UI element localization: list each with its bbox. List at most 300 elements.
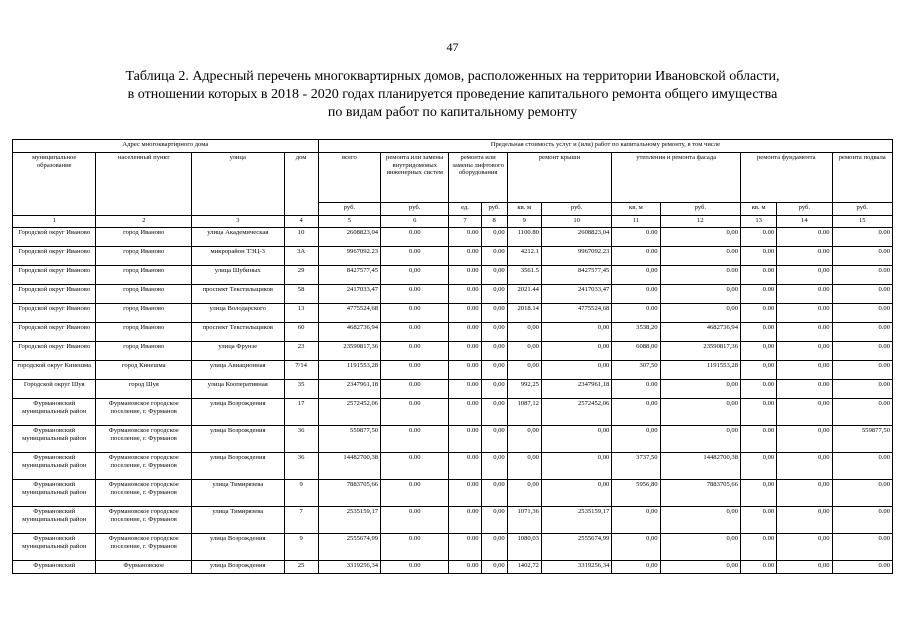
street-cell: улица Тимирязева: [191, 507, 284, 534]
unit-cell: кв. м: [507, 203, 541, 216]
table-row: [13, 342, 893, 361]
facade-area-cell: 0.00: [612, 380, 660, 399]
elevator-cost-cell: 0,00: [481, 361, 507, 380]
basement-cost-cell: 0.00: [832, 228, 893, 247]
elevator-header: ремонта или замены лифтового оборудования: [449, 153, 507, 203]
foundation-area-cell: 0.00: [741, 507, 777, 534]
foundation-area-cell: 0,00: [741, 480, 777, 507]
roof-cost-cell: 2347961,18: [541, 380, 611, 399]
house-cell: 7/14: [284, 361, 318, 380]
roof-cost-cell: 2555674,99: [541, 534, 611, 561]
municipality-cell: Городской округ Иваново: [13, 285, 96, 304]
total-cell: 23590817,36: [318, 342, 380, 361]
address-group-header: Адрес многоквартирного дома: [13, 140, 319, 153]
roof-area-cell: 1100.80: [507, 228, 541, 247]
elevator-cost-cell: 0,00: [481, 534, 507, 561]
elevator-units-cell: 0.00: [449, 507, 481, 534]
house-cell: 60: [284, 323, 318, 342]
foundation-cost-cell: 0.00: [777, 304, 832, 323]
elevator-cost-cell: 0.00: [481, 247, 507, 266]
roof-area-cell: 0,00: [507, 453, 541, 480]
elevator-cost-cell: 0,00: [481, 453, 507, 480]
roof-area-cell: 1402,72: [507, 561, 541, 574]
foundation-area-cell: 0.00: [741, 380, 777, 399]
elevator-cost-cell: 0,00: [481, 399, 507, 426]
house-cell: 3А: [284, 247, 318, 266]
street-cell: проспект Текстильщиков: [191, 323, 284, 342]
unit-cell: кв. м: [741, 203, 777, 216]
foundation-area-cell: 0.00: [741, 285, 777, 304]
facade-area-cell: 0.00: [612, 228, 660, 247]
street-cell: проспект Текстильщиков: [191, 285, 284, 304]
roof-cost-cell: 2608823,04: [541, 228, 611, 247]
street-cell: улица Возрождения: [191, 561, 284, 574]
foundation-cost-cell: 0,00: [777, 266, 832, 285]
elevator-units-cell: 0.00: [449, 285, 481, 304]
roof-cost-cell: 2572452,06: [541, 399, 611, 426]
roof-area-cell: 0,00: [507, 361, 541, 380]
house-cell: 10: [284, 228, 318, 247]
facade-area-cell: 0,00: [612, 561, 660, 574]
house-cell: 58: [284, 285, 318, 304]
foundation-cost-cell: 0.00: [777, 380, 832, 399]
elevator-cost-cell: 0,00: [481, 228, 507, 247]
street-cell: улица Возрождения: [191, 426, 284, 453]
roof-area-cell: 0,00: [507, 426, 541, 453]
facade-area-cell: 0,00: [612, 399, 660, 426]
roof-area-cell: 2018.14: [507, 304, 541, 323]
facade-area-cell: 0,00: [612, 507, 660, 534]
roof-cost-cell: 2535159,17: [541, 507, 611, 534]
settlement-cell: город Иваново: [96, 247, 192, 266]
municipality-cell: Городской округ Иваново: [13, 247, 96, 266]
engineering-cell: 0.00: [381, 453, 449, 480]
house-header: дом: [284, 153, 318, 216]
foundation-cost-cell: 0,00: [777, 561, 832, 574]
foundation-area-cell: 0,00: [741, 342, 777, 361]
foundation-header: ремонта фундамента: [741, 153, 832, 203]
foundation-area-cell: 0.00: [741, 304, 777, 323]
facade-area-cell: 0.00: [612, 247, 660, 266]
roof-cost-cell: 4775524,68: [541, 304, 611, 323]
total-cell: 2347961,18: [318, 380, 380, 399]
municipality-cell: Фурмановский муниципальный район: [13, 534, 96, 561]
facade-area-cell: 6088,00: [612, 342, 660, 361]
street-cell: улица Фрунзе: [191, 342, 284, 361]
foundation-cost-cell: 0,00: [777, 361, 832, 380]
title-line: Таблица 2. Адресный перечень многоквартирных домов, расположенных на территории Ивановской области,: [125, 69, 780, 84]
roof-area-cell: 0,00: [507, 480, 541, 507]
settlement-cell: город Иваново: [96, 342, 192, 361]
column-number: 4: [284, 216, 318, 228]
elevator-units-cell: 0.00: [449, 266, 481, 285]
table-body: [13, 228, 893, 574]
street-cell: улица Авиационная: [191, 361, 284, 380]
unit-cell: ед.: [449, 203, 481, 216]
facade-cost-cell: 4682736,94: [660, 323, 740, 342]
roof-area-cell: 0,00: [507, 323, 541, 342]
roof-cost-cell: 0,00: [541, 480, 611, 507]
elevator-cost-cell: 0,00: [481, 266, 507, 285]
basement-cost-cell: 0.00: [832, 342, 893, 361]
settlement-cell: город Иваново: [96, 266, 192, 285]
facade-area-cell: 3538,20: [612, 323, 660, 342]
street-cell: улица Кооперативная: [191, 380, 284, 399]
column-number: 13: [741, 216, 777, 228]
engineering-cell: 0.00: [381, 247, 449, 266]
basement-cost-cell: 0.00: [832, 507, 893, 534]
total-cell: 7883705,66: [318, 480, 380, 507]
roof-area-cell: 1071,36: [507, 507, 541, 534]
elevator-units-cell: 0.00: [449, 561, 481, 574]
basement-header: ремонта подвала: [832, 153, 893, 203]
engineering-cell: 0.00: [381, 380, 449, 399]
roof-cost-cell: 8427577,45: [541, 266, 611, 285]
total-cell: 4682736,94: [318, 323, 380, 342]
foundation-cost-cell: 0.00: [777, 285, 832, 304]
foundation-area-cell: 0.00: [741, 426, 777, 453]
municipality-cell: Городской округ Иваново: [13, 342, 96, 361]
page-number: 47: [446, 40, 459, 54]
basement-cost-cell: 0.00: [832, 266, 893, 285]
table-row: [13, 361, 893, 380]
house-cell: 23: [284, 342, 318, 361]
elevator-units-cell: 0.00: [449, 534, 481, 561]
foundation-cost-cell: 0,00: [777, 342, 832, 361]
basement-cost-cell: 0.00: [832, 285, 893, 304]
facade-area-cell: 307,50: [612, 361, 660, 380]
municipality-cell: Городской округ Шуя: [13, 380, 96, 399]
engineering-cell: 0.00: [381, 399, 449, 426]
settlement-cell: Фурмановское городское поселение, г. Фурманов: [96, 399, 192, 426]
foundation-area-cell: 0.00: [741, 228, 777, 247]
total-cell: 559877,50: [318, 426, 380, 453]
foundation-cost-cell: 0,00: [777, 480, 832, 507]
total-cell: 8427577,45: [318, 266, 380, 285]
engineering-cell: 0.00: [381, 323, 449, 342]
house-cell: 7: [284, 507, 318, 534]
total-cell: 9967092.23: [318, 247, 380, 266]
roof-cost-cell: 2417033,47: [541, 285, 611, 304]
municipality-cell: Фурмановский муниципальный район: [13, 480, 96, 507]
facade-cost-cell: 1191553,28: [660, 361, 740, 380]
basement-cost-cell: 0.00: [832, 480, 893, 507]
elevator-units-cell: 0.00: [449, 323, 481, 342]
elevator-units-cell: 0.00: [449, 380, 481, 399]
settlement-cell: город Иваново: [96, 304, 192, 323]
facade-area-cell: 0.00: [612, 285, 660, 304]
municipality-header: муниципальное образование: [13, 153, 96, 216]
engineering-cell: 0.00: [381, 228, 449, 247]
unit-cell: кв. м: [612, 203, 660, 216]
elevator-cost-cell: 0,00: [481, 507, 507, 534]
unit-cell: руб.: [381, 203, 449, 216]
settlement-cell: Фурмановское городское поселение, г. Фурманов: [96, 453, 192, 480]
roof-area-cell: 0,00: [507, 342, 541, 361]
title-line: по видам работ по капитальному ремонту: [327, 105, 578, 120]
basement-cost-cell: 0.00: [832, 561, 893, 574]
elevator-cost-cell: 0,00: [481, 285, 507, 304]
column-number: 5: [318, 216, 380, 228]
foundation-area-cell: 0,00: [741, 361, 777, 380]
roof-header: ремонт крыши: [507, 153, 612, 203]
street-cell: улица Возрождения: [191, 453, 284, 480]
settlement-cell: город Иваново: [96, 323, 192, 342]
table-row: [13, 323, 893, 342]
foundation-area-cell: 0.00: [741, 534, 777, 561]
street-cell: микрорайон ТЭЦ-3: [191, 247, 284, 266]
elevator-cost-cell: 0,00: [481, 426, 507, 453]
settlement-cell: Фурмановское городское поселение, г. Фурманов: [96, 534, 192, 561]
facade-cost-cell: 0,00: [660, 228, 740, 247]
municipality-cell: Городской округ Иваново: [13, 228, 96, 247]
settlement-cell: город Кинешма: [96, 361, 192, 380]
column-number: 2: [96, 216, 192, 228]
facade-area-cell: 5956,80: [612, 480, 660, 507]
basement-cost-cell: 0.00: [832, 453, 893, 480]
foundation-cost-cell: 0.00: [777, 323, 832, 342]
column-number: 15: [832, 216, 893, 228]
engineering-cell: 0.00: [381, 342, 449, 361]
facade-cost-cell: 0,00: [660, 426, 740, 453]
facade-cost-cell: 0,00: [660, 561, 740, 574]
house-cell: 9: [284, 534, 318, 561]
foundation-area-cell: 0,00: [741, 453, 777, 480]
facade-area-cell: 0,00: [612, 266, 660, 285]
elevator-units-cell: 0.00: [449, 342, 481, 361]
elevator-cost-cell: 0,00: [481, 561, 507, 574]
elevator-units-cell: 0.00: [449, 426, 481, 453]
house-cell: 13: [284, 304, 318, 323]
total-cell: 2417033,47: [318, 285, 380, 304]
address-table: [12, 139, 893, 574]
total-header: всего: [318, 153, 380, 203]
total-cell: 4775524,68: [318, 304, 380, 323]
elevator-units-cell: 0.00: [449, 453, 481, 480]
house-cell: 36: [284, 426, 318, 453]
municipality-cell: городской округ Кинешма: [13, 361, 96, 380]
basement-cost-cell: 0.00: [832, 323, 893, 342]
table-row: [13, 380, 893, 399]
basement-cost-cell: 0.00: [832, 399, 893, 426]
elevator-cost-cell: 0,00: [481, 304, 507, 323]
foundation-area-cell: 0.00: [741, 561, 777, 574]
street-cell: улица Возрождения: [191, 399, 284, 426]
column-number: 10: [541, 216, 611, 228]
roof-cost-cell: 3319256,34: [541, 561, 611, 574]
facade-cost-cell: 0.00: [660, 266, 740, 285]
facade-cost-cell: 0,00: [660, 534, 740, 561]
settlement-cell: Фурмановское городское поселение, г. Фурманов: [96, 507, 192, 534]
roof-cost-cell: 0,00: [541, 323, 611, 342]
engineering-cell: 0.00: [381, 561, 449, 574]
municipality-cell: Фурмановский муниципальный район: [13, 507, 96, 534]
street-cell: улица Тимирязева: [191, 480, 284, 507]
facade-cost-cell: 7883705,66: [660, 480, 740, 507]
column-numbers-row: [13, 216, 893, 228]
municipality-cell: Фурмановский муниципальный район: [13, 399, 96, 426]
settlement-cell: город Иваново: [96, 228, 192, 247]
roof-area-cell: 1080,03: [507, 534, 541, 561]
elevator-cost-cell: 0,00: [481, 323, 507, 342]
roof-cost-cell: 0,00: [541, 453, 611, 480]
basement-cost-cell: 0.00: [832, 534, 893, 561]
column-number: 14: [777, 216, 832, 228]
basement-cost-cell: 559877,50: [832, 426, 893, 453]
engineering-cell: 0.00: [381, 304, 449, 323]
facade-cost-cell: 0,00: [660, 285, 740, 304]
house-cell: 29: [284, 266, 318, 285]
column-number: 3: [191, 216, 284, 228]
table-row: [13, 534, 893, 561]
engineering-cell: 0.00: [381, 534, 449, 561]
table-row: [13, 507, 893, 534]
facade-cost-cell: 0,00: [660, 304, 740, 323]
street-cell: улица Володарского: [191, 304, 284, 323]
total-cell: 1191553,28: [318, 361, 380, 380]
total-cell: 2572452,06: [318, 399, 380, 426]
total-cell: 2608823,04: [318, 228, 380, 247]
settlement-cell: Фурмановское городское поселение, г. Фурманов: [96, 426, 192, 453]
house-cell: 9: [284, 480, 318, 507]
engineering-cell: 0.00: [381, 507, 449, 534]
facade-area-cell: 0.00: [612, 304, 660, 323]
column-number: 7: [449, 216, 481, 228]
street-cell: улица Возрождения: [191, 534, 284, 561]
foundation-area-cell: 0.00: [741, 266, 777, 285]
house-cell: 36: [284, 453, 318, 480]
roof-cost-cell: 0,00: [541, 361, 611, 380]
foundation-cost-cell: 0.00: [777, 228, 832, 247]
column-number: 11: [612, 216, 660, 228]
table-row: [13, 426, 893, 453]
elevator-cost-cell: 0,00: [481, 480, 507, 507]
column-number: 6: [381, 216, 449, 228]
roof-area-cell: 1087,12: [507, 399, 541, 426]
municipality-cell: Городской округ Иваново: [13, 323, 96, 342]
foundation-area-cell: 0.00: [741, 323, 777, 342]
street-cell: улица Шубиных: [191, 266, 284, 285]
elevator-units-cell: 0.00: [449, 361, 481, 380]
column-number: 9: [507, 216, 541, 228]
foundation-cost-cell: 0,00: [777, 534, 832, 561]
roof-cost-cell: 0,00: [541, 426, 611, 453]
table-title: [40, 68, 865, 122]
facade-area-cell: 0,00: [612, 426, 660, 453]
engineering-cell: 0.00: [381, 285, 449, 304]
settlement-cell: город Шуя: [96, 380, 192, 399]
roof-area-cell: 2021.44: [507, 285, 541, 304]
elevator-units-cell: 0.00: [449, 399, 481, 426]
unit-cell: руб.: [777, 203, 832, 216]
house-cell: 25: [284, 561, 318, 574]
unit-cell: руб.: [541, 203, 611, 216]
roof-area-cell: 4212.1: [507, 247, 541, 266]
table-row: [13, 247, 893, 266]
house-cell: 17: [284, 399, 318, 426]
municipality-cell: Городской округ Иваново: [13, 304, 96, 323]
facade-cost-cell: 0,00: [660, 507, 740, 534]
foundation-cost-cell: 0,00: [777, 507, 832, 534]
municipality-cell: Фурмановский муниципальный район: [13, 453, 96, 480]
basement-cost-cell: 0.00: [832, 247, 893, 266]
elevator-cost-cell: 0,00: [481, 342, 507, 361]
elevator-units-cell: 0.00: [449, 247, 481, 266]
roof-cost-cell: 9967092.23: [541, 247, 611, 266]
unit-cell: руб.: [481, 203, 507, 216]
table-row: [13, 304, 893, 323]
foundation-cost-cell: 0,00: [777, 453, 832, 480]
street-header: улица: [191, 153, 284, 216]
elevator-units-cell: 0.00: [449, 228, 481, 247]
basement-cost-cell: 0.00: [832, 380, 893, 399]
engineering-cell: 0.00: [381, 426, 449, 453]
engineering-cell: 0.00: [381, 480, 449, 507]
total-cell: 2555674,99: [318, 534, 380, 561]
roof-cost-cell: 0,00: [541, 342, 611, 361]
municipality-cell: Фурмановский: [13, 561, 96, 574]
total-cell: 14482700,38: [318, 453, 380, 480]
unit-cell: руб.: [660, 203, 740, 216]
facade-area-cell: 3737,50: [612, 453, 660, 480]
facade-cost-cell: 0.00: [660, 247, 740, 266]
foundation-area-cell: 0.00: [741, 247, 777, 266]
table-row: [13, 228, 893, 247]
street-cell: улица Академическая: [191, 228, 284, 247]
elevator-cost-cell: 0,00: [481, 380, 507, 399]
cost-group-header: Предельная стоимость услуг и (или) работ по капитальному ремонту, в том числе: [318, 140, 892, 153]
column-number: 1: [13, 216, 96, 228]
settlement-cell: город Иваново: [96, 285, 192, 304]
foundation-cost-cell: 0,00: [777, 426, 832, 453]
settlement-cell: Фурмановское городское поселение, г. Фурманов: [96, 480, 192, 507]
facade-cost-cell: 0,00: [660, 380, 740, 399]
table-row: [13, 480, 893, 507]
foundation-area-cell: 0.00: [741, 399, 777, 426]
engineering-cell: 0.00: [381, 361, 449, 380]
elevator-units-cell: 0.00: [449, 480, 481, 507]
title-line: в отношении которых в 2018 - 2020 годах планируется проведение капитального ремонта общего имущества: [127, 87, 778, 102]
roof-area-cell: 3561.5: [507, 266, 541, 285]
basement-cost-cell: 0.00: [832, 304, 893, 323]
table-row: [13, 561, 893, 574]
column-number: 8: [481, 216, 507, 228]
table-row: [13, 266, 893, 285]
municipality-cell: Городской округ Иваново: [13, 266, 96, 285]
foundation-cost-cell: 0.00: [777, 247, 832, 266]
roof-area-cell: 992,25: [507, 380, 541, 399]
foundation-cost-cell: 0,00: [777, 399, 832, 426]
settlement-cell: Фурмановское: [96, 561, 192, 574]
facade-cost-cell: 23590817,36: [660, 342, 740, 361]
house-cell: 35: [284, 380, 318, 399]
facade-header: утепления и ремонта фасада: [612, 153, 741, 203]
unit-cell: руб.: [832, 203, 893, 216]
facade-cost-cell: 0,00: [660, 399, 740, 426]
elevator-units-cell: 0.00: [449, 304, 481, 323]
engineering-header: ремонта или замены внутридомовых инженерных систем: [381, 153, 449, 203]
total-cell: 2535159,17: [318, 507, 380, 534]
facade-area-cell: 0,00: [612, 534, 660, 561]
table-row: [13, 399, 893, 426]
basement-cost-cell: 0.00: [832, 361, 893, 380]
settlement-header: населенный пункт: [96, 153, 192, 216]
column-number: 12: [660, 216, 740, 228]
unit-cell: руб.: [318, 203, 380, 216]
table-row: [13, 285, 893, 304]
facade-cost-cell: 14482700,38: [660, 453, 740, 480]
engineering-cell: 0,00: [381, 266, 449, 285]
